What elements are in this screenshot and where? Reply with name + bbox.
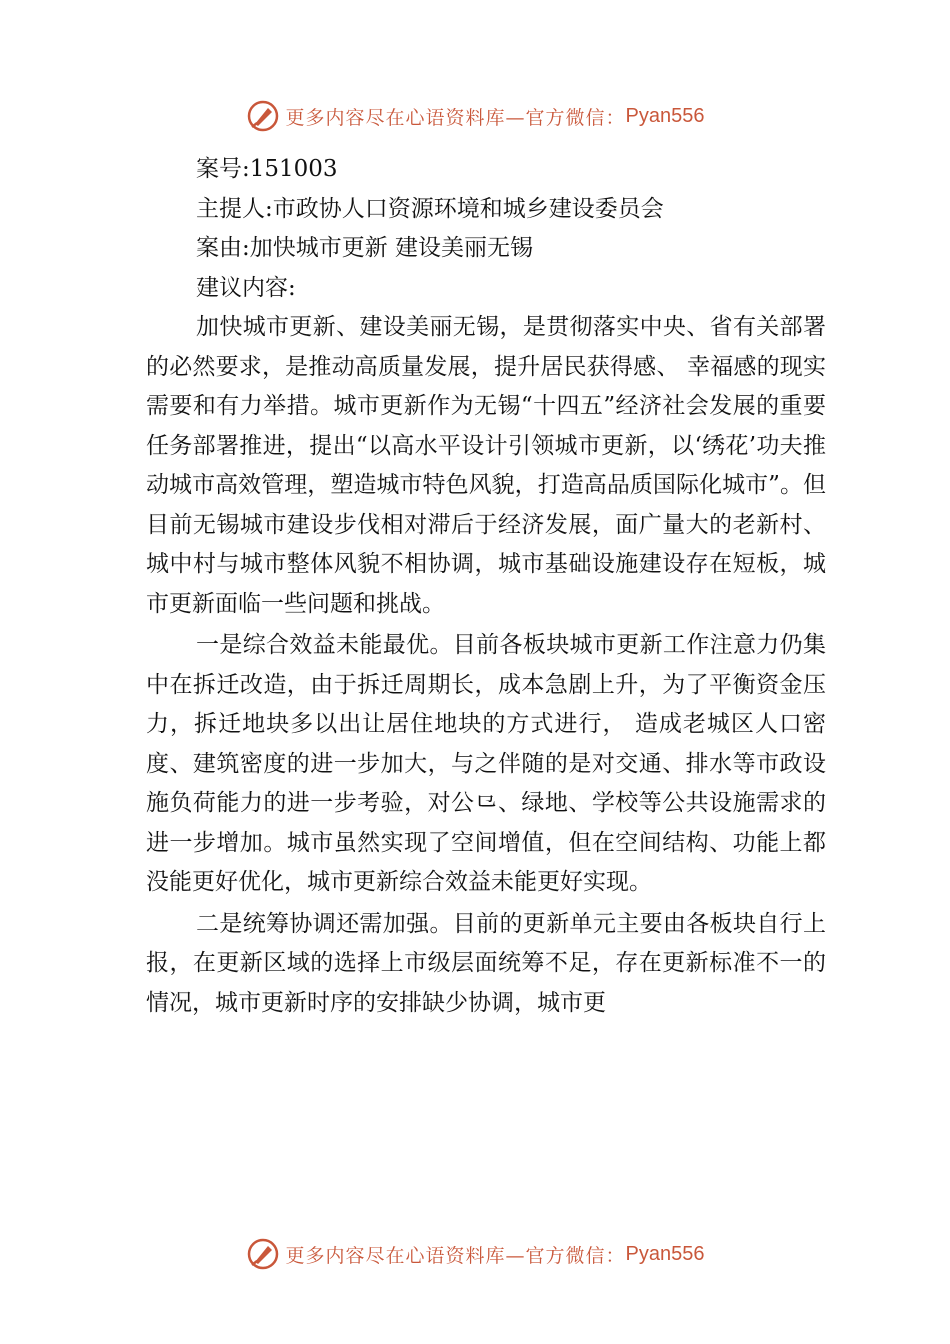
paragraph-intro: 加快城市更新、建设美丽无锡，是贯彻落实中央、省有关部署的必然要求，是推动高质量发展，提升居民获得感、 幸福感的现实需要和有力举措。城市更新作为无锡“十四五”经济社会发展的重要任务部署推进，提出“以高水平设计引领城市更新，以‘绣花’功夫推动城市高效管理，塑造城市特色风貌，打造高品质国际化城市”。但目前无锡城市建设步伐相对滞后于经济发展，面广量大的老新村、城中村与城市整体风貌不相协调，城市基础设施建设存在短板，城市更新面临一些问题和挑战。 (146, 314, 826, 617)
proposer: 主提人:市政协人口资源环境和城乡建设委员会 (196, 195, 664, 222)
pen-nib-logo-icon (246, 1237, 280, 1271)
case-number: 案号:151003 (196, 156, 338, 182)
paragraph-point-two: 二是统筹协调还需加强。目前的更新单元主要由各板块自行上报，在更新区域的选择上市级层面统筹不足，存在更新标准不一的情况，城市更新时序的安排缺少协调，城市更 (146, 910, 826, 1016)
document-body (146, 150, 826, 1023)
banner-text-wechat-id: Pyan556 (625, 104, 705, 127)
case-subject: 案由:加快城市更新 建设美丽无锡 (196, 235, 534, 261)
footer-banner (0, 1234, 950, 1274)
section-title: 建议内容: (196, 274, 296, 301)
header-banner (0, 96, 950, 136)
banner-text-cn: 更多内容尽在心语资料库—官方微信： (285, 106, 626, 129)
paragraph-point-one: 一是综合效益未能最优。目前各板块城市更新工作注意力仍集中在拆迁改造，由于拆迁周期长，成本急剧上升，为了平衡资金压力，拆迁地块多以出让居住地块的方式进行， 造成老城区人口密度、建筑密度的进一步加大，与之伴随的是对交通、排水等市政设施负荷能力的进一步考验，对公⺋、绿地、学校等公共设施需求的进一步增加。城市虽然实现了空间增值，但在空间结构、功能上都没能更好优化，城市更新综合效益未能更好实现。 (146, 632, 826, 895)
banner-text-wechat-id: Pyan556 (625, 1242, 705, 1265)
banner-text-cn: 更多内容尽在心语资料库—官方微信： (285, 1244, 626, 1267)
pen-nib-logo-icon (246, 99, 280, 133)
